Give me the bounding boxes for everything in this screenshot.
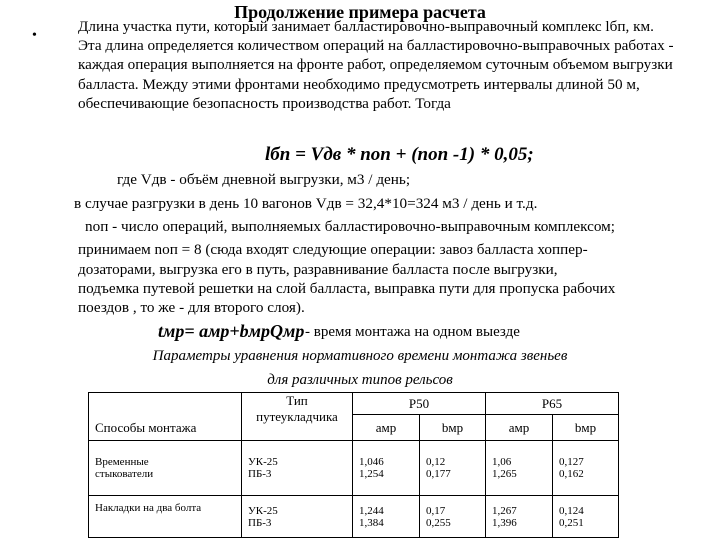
cell-a50 bbox=[353, 496, 420, 538]
cell-b50 bbox=[420, 496, 486, 538]
value: 1,384 bbox=[359, 516, 384, 529]
table-caption-line1: Параметры уравнения нормативного времени монтажа звеньев bbox=[152, 348, 568, 364]
value: 1,267 bbox=[492, 504, 517, 517]
type-2: ПБ-3 bbox=[248, 468, 272, 480]
header-r50: Р50 bbox=[353, 393, 486, 415]
intro-paragraph: Длина участка пути, который занимает балластировочно-выправочный комплекс lбп, км. Эта длина определяется количеством операций на балластировочно-выправочных работах - каждая операция выполняется на фронте работ, определяемом суточным объемом выгрузки балласта. Между этими фронтами необходимо предусмотреть интервалы длиной 50 м, обеспечивающие безопасность производства работ. Тогда bbox=[78, 18, 674, 112]
type-2: ПБ-3 bbox=[248, 516, 272, 529]
line-ops-1: дозаторами, выгрузка его в путь, разравнивание балласта после выгрузки, bbox=[78, 261, 558, 278]
type-1: УК-25 bbox=[248, 456, 278, 468]
line-nop-value: принимаем nоп = 8 (сюда входят следующие операции: завоз балласта хоппер- bbox=[78, 241, 588, 258]
line-vdv-def: где Vдв - объём дневной выгрузки, м3 / день; bbox=[117, 171, 411, 188]
parameters-table bbox=[88, 392, 619, 538]
value: 0,251 bbox=[559, 516, 584, 529]
bullet-marker: • bbox=[32, 28, 37, 43]
header-method: Способы монтажа bbox=[89, 393, 242, 441]
value: 0,162 bbox=[559, 468, 584, 480]
line-vdv-example: в случае разгрузки в день 10 вагонов Vдв = 32,4*10=324 м3 / день и т.д. bbox=[74, 195, 538, 212]
value: 1,046 bbox=[359, 456, 384, 468]
header-b-r65: bмр bbox=[553, 415, 619, 441]
cell-a65 bbox=[486, 441, 553, 496]
value: 1,254 bbox=[359, 468, 384, 480]
type-1: УК-25 bbox=[248, 504, 278, 517]
value: 1,396 bbox=[492, 516, 517, 529]
line-ops-2: подъемка путевой решетки на слой балласта, выправка пути для пропуска рабочих bbox=[78, 280, 616, 297]
header-tracklayer-line2: путеукладчика bbox=[256, 409, 338, 424]
row-method bbox=[89, 496, 242, 538]
header-tracklayer-line1: Тип bbox=[286, 393, 308, 408]
value: 1,265 bbox=[492, 468, 517, 480]
cell-b65 bbox=[553, 496, 619, 538]
row-type bbox=[242, 496, 353, 538]
cell-a50 bbox=[353, 441, 420, 496]
table-row bbox=[89, 496, 619, 538]
header-a-r65: aмр bbox=[486, 415, 553, 441]
length-formula: lбп = Vдв * nоп + (nоп -1) * 0,05; bbox=[265, 144, 534, 165]
time-description: - время монтажа на одном выезде bbox=[305, 324, 520, 340]
header-a-r50: aмр bbox=[353, 415, 420, 441]
value: 0,17 bbox=[426, 504, 446, 517]
header-b-r50: bмр bbox=[420, 415, 486, 441]
table-caption-line2: для различных типов рельсов bbox=[267, 372, 453, 388]
row-method-line1: Накладки на два болта bbox=[95, 502, 202, 514]
value: 1,06 bbox=[492, 456, 512, 468]
line-ops-3: поездов , то же - для второго слоя). bbox=[78, 299, 305, 316]
row-method-line1: Временные bbox=[95, 456, 149, 468]
value: 0,255 bbox=[426, 516, 451, 529]
cell-b65 bbox=[553, 441, 619, 496]
header-tracklayer bbox=[242, 393, 353, 441]
value: 1,244 bbox=[359, 504, 384, 517]
header-r65: Р65 bbox=[486, 393, 619, 415]
page-title: Продолжение примера расчета bbox=[234, 2, 486, 22]
cell-a65 bbox=[486, 496, 553, 538]
row-method-line2: стыкователи bbox=[95, 468, 154, 480]
value: 0,124 bbox=[559, 504, 584, 517]
row-method bbox=[89, 441, 242, 496]
value: 0,12 bbox=[426, 456, 446, 468]
cell-b50 bbox=[420, 441, 486, 496]
row-type bbox=[242, 441, 353, 496]
line-nop-def: nоп - число операций, выполняемых балластировочно-выправочным комплексом; bbox=[85, 218, 615, 235]
value: 0,127 bbox=[559, 456, 584, 468]
table-row bbox=[89, 441, 619, 496]
time-formula: tмр= aмр+bмрQмр bbox=[158, 321, 305, 341]
value: 0,177 bbox=[426, 468, 451, 480]
